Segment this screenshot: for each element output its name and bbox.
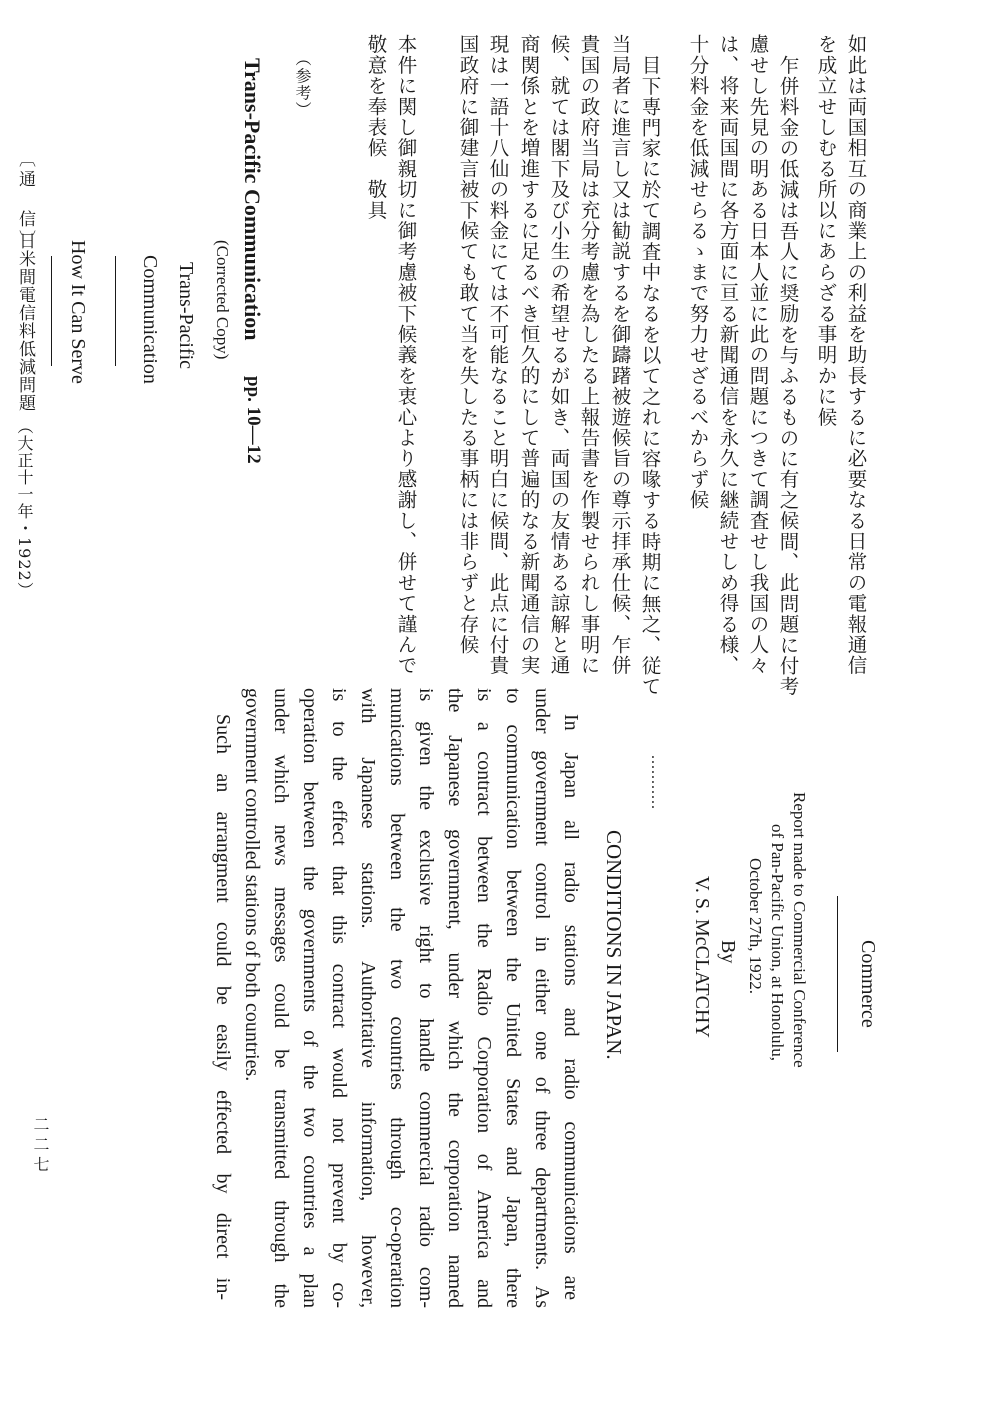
body-line: government controlled stations of both countries. bbox=[241, 688, 263, 1082]
letter-column-8: 当局者に進言し又は勧説するを御躊躇被遊候旨の尊示拝承仕候、乍併 bbox=[608, 34, 632, 676]
body-line: is given the exclusive right to handle commercial radio com- bbox=[415, 688, 437, 1308]
letter-column-4: 慮せし先見の明ある日本人並に此の問題につきて調査せし我国の人々 bbox=[746, 34, 770, 676]
report-line-1: Report made to Commercial Conference bbox=[790, 792, 809, 1068]
reference-pages: pp. 10—12 bbox=[243, 376, 264, 464]
letter-column-6: 十分料金を低減せらるゝまで努力せざるべからず候 bbox=[686, 34, 710, 511]
body-line: operation between the governments of the two countries a plan bbox=[299, 688, 321, 1308]
running-date: （大正十一年・1922） bbox=[15, 418, 34, 599]
letter-column-2: を成立せしむる所以にあらざる事明かに候 bbox=[814, 34, 838, 428]
section-subtitle: How It Can Serve bbox=[67, 240, 89, 384]
letter-column-14: 本件に関し御親切に御考慮被下候義を衷心より感謝し、併せて謹んで bbox=[394, 34, 418, 676]
body-line: under which news messages could be transmitted through the bbox=[270, 688, 292, 1308]
letter-column-10: 候、就ては閣下及び小生の希望せるが如き、両国の友情ある諒解と通 bbox=[547, 34, 571, 676]
report-line-2: of Pan-Pacific Union, at Honolulu, bbox=[768, 824, 787, 1062]
report-by: By bbox=[717, 940, 739, 964]
section-line-1: Trans-Pacific bbox=[175, 262, 197, 370]
letter-column-5: は、将来両国間に各方面に亘る新聞通信を永久に継続せしめ得る様、 bbox=[716, 34, 740, 676]
report-line-3: October 27th, 1922. bbox=[746, 858, 765, 994]
page-number: 二二七 bbox=[31, 1116, 50, 1176]
reference-title: Trans-Pacific Communication bbox=[240, 58, 265, 341]
section-heading: CONDITIONS IN JAPAN. bbox=[602, 830, 626, 1060]
body-line: the Japanese government, under which the corporation named bbox=[444, 688, 466, 1308]
body-line: to communication between the United States and Japan, there bbox=[502, 688, 524, 1308]
body-line: Such an arrangment could be easily effected by direct in- bbox=[212, 714, 234, 1300]
section-rule-2 bbox=[51, 256, 52, 366]
letter-column-7: 目下専門家に於て調査中なるを以て之れに容喙する時期に無之、従て bbox=[638, 55, 662, 697]
report-author: V. S. McCLATCHY bbox=[691, 876, 713, 1038]
ellipsis: ........... bbox=[648, 755, 665, 810]
body-line: munications between the two countries through co-operation bbox=[386, 688, 408, 1308]
letter-column-9: 貴国の政府当局は充分考慮を為したる上報告書を作製せられし事明に bbox=[577, 34, 601, 676]
section-rule-1 bbox=[115, 256, 116, 366]
body-line: under government control in either one of three departments. As bbox=[531, 688, 553, 1308]
letter-column-13: 国政府に御建言被下候ても敢て当を失したる事柄には非らずと存候 bbox=[456, 34, 480, 655]
letter-column-1: 如此は両国相互の商業上の利益を助長するに必要なる日常の電報通信 bbox=[844, 34, 868, 676]
section-line-2: Communication bbox=[139, 255, 161, 384]
section-topic: Commerce bbox=[857, 940, 879, 1028]
letter-column-12: 現は一語十八仙の料金にては不可能なること明白に候間、此点に付貴 bbox=[486, 34, 510, 676]
body-line: In Japan all radio stations and radio communications are bbox=[560, 714, 582, 1300]
body-line: is to the effect that this contract would not prevent by co- bbox=[328, 688, 350, 1308]
letter-column-15: 敬意を奉表候 敬具 bbox=[364, 34, 388, 221]
body-line: is a contract between the Radio Corporation of America and bbox=[473, 688, 495, 1308]
running-head: 〔通 信〕 bbox=[15, 150, 35, 250]
reference-label: （参考） bbox=[293, 50, 312, 119]
letter-column-11: 商関係とを増進するに足るべき恒久的にして普遍的なる新聞通信の実 bbox=[517, 34, 541, 676]
body-line: with Japanese stations. Authoritative information, however, bbox=[357, 688, 379, 1308]
letter-column-3: 乍併料金の低減は吾人に奨励を与ふるものに有之候間、此問題に付考 bbox=[776, 55, 800, 697]
running-title: 日米間電信料低減問題 bbox=[15, 232, 35, 412]
topic-rule bbox=[837, 896, 838, 1052]
reference-note: (Corrected Copy) bbox=[213, 240, 232, 360]
